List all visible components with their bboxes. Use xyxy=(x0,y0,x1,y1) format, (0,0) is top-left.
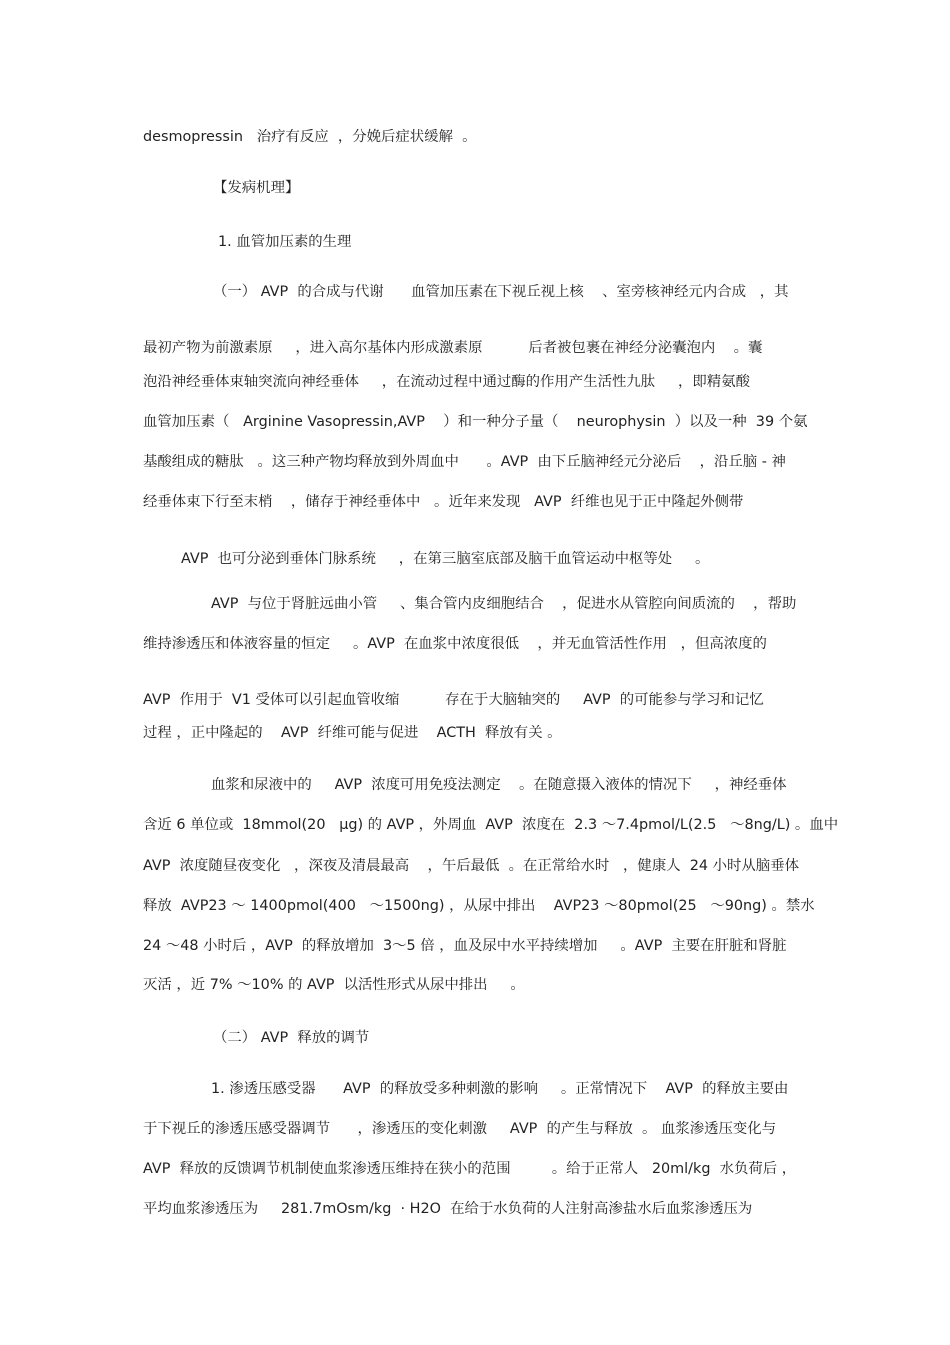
text-line: 24 ～48 小时后 ，AVP 的释放增加 3～5 倍 ，血及尿中水平持续增加 。AVP 主要在肝脏和肾脏 xyxy=(143,938,787,954)
text-line: 泡沿神经垂体束轴突流向神经垂体 ，在流动过程中通过酶的作用产生活性九肽 ，即精氨酸 xyxy=(143,374,750,390)
text-line: 基酸组成的糖肽 。这三种产物均释放到外周血中 。AVP 由下丘脑神经元分泌后 ，沿丘脑 - 神 xyxy=(143,454,786,470)
subsection-heading: 1. 血管加压素的生理 xyxy=(218,234,352,250)
text-line: 平均血浆渗透压为 281.7mOsm/kg · H2O 在给于水负荷的人注射高渗盐水后血浆渗透压为 xyxy=(143,1201,753,1217)
text-line: AVP 作用于 V1 受体可以引起血管收缩 存在于大脑轴突的 AVP 的可能参与学习和记忆 xyxy=(143,692,764,708)
text-line: AVP 与位于肾脏远曲小管 、集合管内皮细胞结合 ，促进水从管腔向间质流的 ，帮助 xyxy=(211,596,797,612)
text-line: 经垂体束下行至末梢 ，储存于神经垂体中 。近年来发现 AVP 纤维也见于正中隆起外侧带 xyxy=(143,494,744,510)
text-line: desmopressin 治疗有反应 ，分娩后症状缓解 。 xyxy=(143,129,477,145)
subsection-heading: （二） AVP 释放的调节 xyxy=(213,1030,370,1046)
text-line: 释放 AVP23 ～ 1400pmol(400 ～1500ng) ，从尿中排出 AVP23 ～80pmol(25 ～90ng) 。禁水 xyxy=(143,898,815,914)
section-heading: 【发病机理】 xyxy=(213,180,300,196)
text-line: AVP 浓度随昼夜变化 ，深夜及清晨最高 ，午后最低 。在正常给水时 ，健康人 24 小时从脑垂体 xyxy=(143,858,799,874)
text-line: 过程 ，正中隆起的 AVP 纤维可能与促进 ACTH 释放有关 。 xyxy=(143,725,562,741)
text-line: 灭活 ，近 7% ～10% 的 AVP 以活性形式从尿中排出 。 xyxy=(143,977,525,993)
text-line: AVP 释放的反馈调节机制使血浆渗透压维持在狭小的范围 。给于正常人 20ml/kg 水负荷后 ， xyxy=(143,1161,797,1177)
text-line: 1. 渗透压感受器 AVP 的释放受多种刺激的影响 。正常情况下 AVP 的释放主要由 xyxy=(211,1081,789,1097)
text-line: 于下视丘的渗透压感受器调节 ，渗透压的变化刺激 AVP 的产生与释放 。 血浆渗透压变化与 xyxy=(143,1121,777,1137)
text-line: 维持渗透压和体液容量的恒定 。AVP 在血浆中浓度很低 ，并无血管活性作用 ，但高浓度的 xyxy=(143,636,767,652)
text-line: 血浆和尿液中的 AVP 浓度可用免疫法测定 。在随意摄入液体的情况下 ，神经垂体 xyxy=(211,777,787,793)
text-line: 血管加压素（ Arginine Vasopressin,AVP ）和一种分子量（ neurophysin ）以及一种 39 个氨 xyxy=(143,414,808,430)
text-line: 最初产物为前激素原 ，进入高尔基体内形成激素原 后者被包裹在神经分泌囊泡内 。囊 xyxy=(143,340,763,356)
text-line: AVP 也可分泌到垂体门脉系统 ，在第三脑室底部及脑干血管运动中枢等处 。 xyxy=(181,551,710,567)
text-line: （一） AVP 的合成与代谢 血管加压素在下视丘视上核 、室旁核神经元内合成 ，其 xyxy=(213,284,789,300)
text-line: 含近 6 单位或 18mmol(20 μg) 的 AVP ，外周血 AVP 浓度在 2.3 ～7.4pmol/L(2.5 ～8ng/L) 。血中 xyxy=(143,817,839,833)
